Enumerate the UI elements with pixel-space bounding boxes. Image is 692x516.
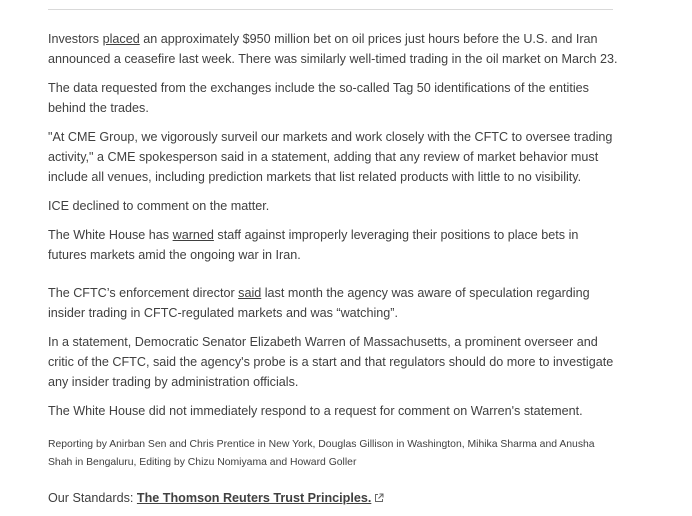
paragraph-white-house-warned: The White House has warned staff against improperly leveraging their positions to place bets in futures markets amid the ongoing war in Iran. [48, 228, 579, 262]
top-divider [48, 9, 613, 10]
reporting-credits: Reporting by Anirban Sen and Chris Prentice in New York, Douglas Gillison in Washington, Mihika Sharma and Anusha Shah in Bengaluru, Editing by Chizu Nomiyama and Howard Goller [48, 439, 595, 468]
article-body [48, 29, 618, 508]
said-link[interactable]: said [238, 286, 262, 300]
paragraph-ice-declined: ICE declined to comment on the matter. [48, 199, 270, 213]
trust-principles-link[interactable]: The Thomson Reuters Trust Principles. [136, 491, 372, 505]
paragraph-cme-statement: "At CME Group, we vigorously surveil our markets and work closely with the CFTC to oversee trading activity," a CME spokesperson said in a statement, adding that any review of market behavior must include all venues, including prediction markets that list related products with little to no visibility. [48, 130, 613, 184]
warned-link[interactable]: warned [172, 228, 214, 242]
paragraph-placed-bet: Investors placed an approximately $950 million bet on oil prices just hours before the U.S. and Iran announced a ceasefire last week. There was similarly well-timed trading in the oil market on March 23. [48, 32, 618, 66]
external-link-icon[interactable] [374, 493, 384, 503]
our-standards [48, 488, 618, 508]
paragraph-cftc-director: The CFTC’s enforcement director said last month the agency was aware of speculation regarding insider trading in CFTC-regulated markets and was “watching”. [48, 286, 590, 320]
placed-link[interactable]: placed [102, 32, 140, 46]
standards-label: Our Standards: [48, 491, 137, 505]
paragraph-white-house-no-response: The White House did not immediately respond to a request for comment on Warren's statement. [48, 404, 583, 418]
paragraph-tag-50: The data requested from the exchanges include the so-called Tag 50 identifications of the entities behind the trades. [48, 81, 589, 115]
paragraph-warren-statement: In a statement, Democratic Senator Elizabeth Warren of Massachusetts, a prominent overseer and critic of the CFTC, said the agency's probe is a start and that regulators should do more to investigate any insider trading by administration officials. [48, 335, 614, 389]
